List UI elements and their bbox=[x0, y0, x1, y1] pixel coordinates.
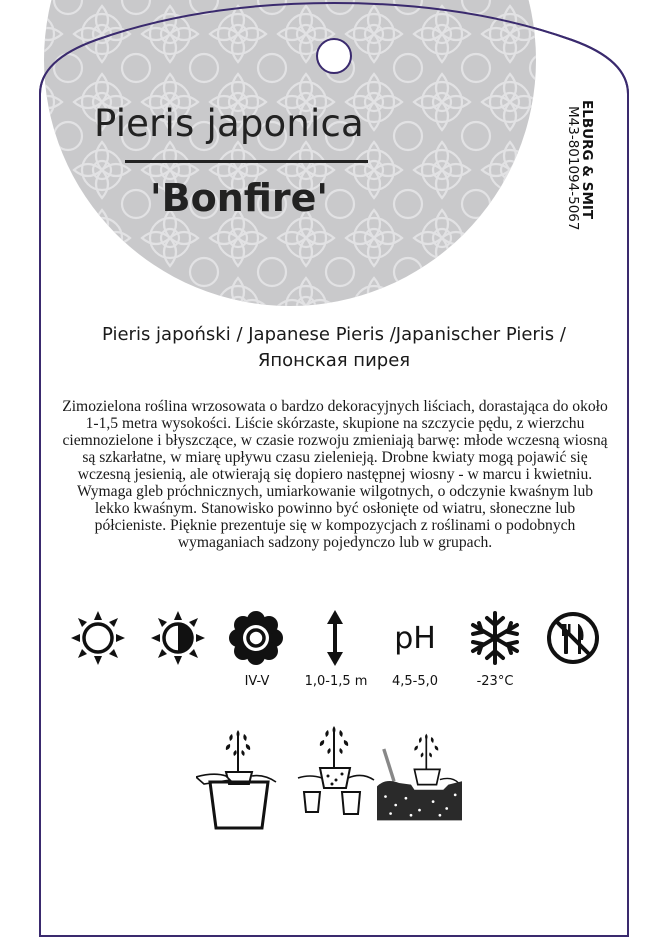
ph-glyph: pH bbox=[394, 621, 436, 656]
planting-in-soil-icon bbox=[377, 722, 462, 832]
height-arrow-icon bbox=[307, 610, 363, 666]
ph-label: 4,5-5,0 bbox=[391, 674, 439, 689]
sun-icon bbox=[70, 610, 126, 666]
height-label: 1,0-1,5 m bbox=[304, 674, 368, 689]
common-names-line2: Японская пирея bbox=[257, 350, 411, 371]
snowflake-icon bbox=[467, 610, 523, 666]
description: Zimozielona roślina wrzosowata o bardzo dekoracyjnych liściach, dorastająca do około 1-1,5 metra wysokości. Liście skórzaste, skupione na szczycie pędu, z wierzchu ciemnozielone i błyszczące, w czasie rozwoju zmieniają barwę: młode wczesną wiosną są szkarłatne, w miarę upływu czasu zielenieją. Drobne kwiaty mogą pojawić się wczesną jesienią, ale otwierają się dopiero następnej wiosny - w marcu i kwietniu. Wymaga gleb próchnicznych, umiarkowanie wilgotnych, o odczynie kwaśnym lub lekko kwaśnym. Stanowisko powinno być osłonięte od wiatru, słoneczne lub półcieniste. Pięknie prezentuje się w kompozycjach z roślinami o podobnych wymaganiach sadzony pojedynczo lub w grupach. bbox=[62, 398, 608, 551]
not-edible-icon bbox=[545, 610, 601, 666]
watering-icon bbox=[292, 722, 377, 832]
flower-icon bbox=[228, 610, 284, 666]
half-shade-icon bbox=[150, 610, 206, 666]
title-divider bbox=[125, 160, 368, 163]
pot-removal-icon bbox=[196, 722, 281, 832]
brand-code: M43-801094-5067 bbox=[565, 106, 581, 231]
cultivar-name: 'Bonfire' bbox=[150, 176, 329, 220]
flowering-months-label: IV-V bbox=[244, 674, 270, 689]
hang-hole bbox=[317, 39, 351, 73]
common-names-line1: Pieris japoński / Japanese Pieris /Japanischer Pieris / bbox=[102, 324, 566, 345]
latin-name: Pieris japonica bbox=[94, 102, 364, 145]
hardiness-label: -23°C bbox=[476, 674, 514, 689]
brand-name: ELBURG & SMIT bbox=[579, 100, 595, 220]
ph-icon bbox=[387, 610, 443, 666]
